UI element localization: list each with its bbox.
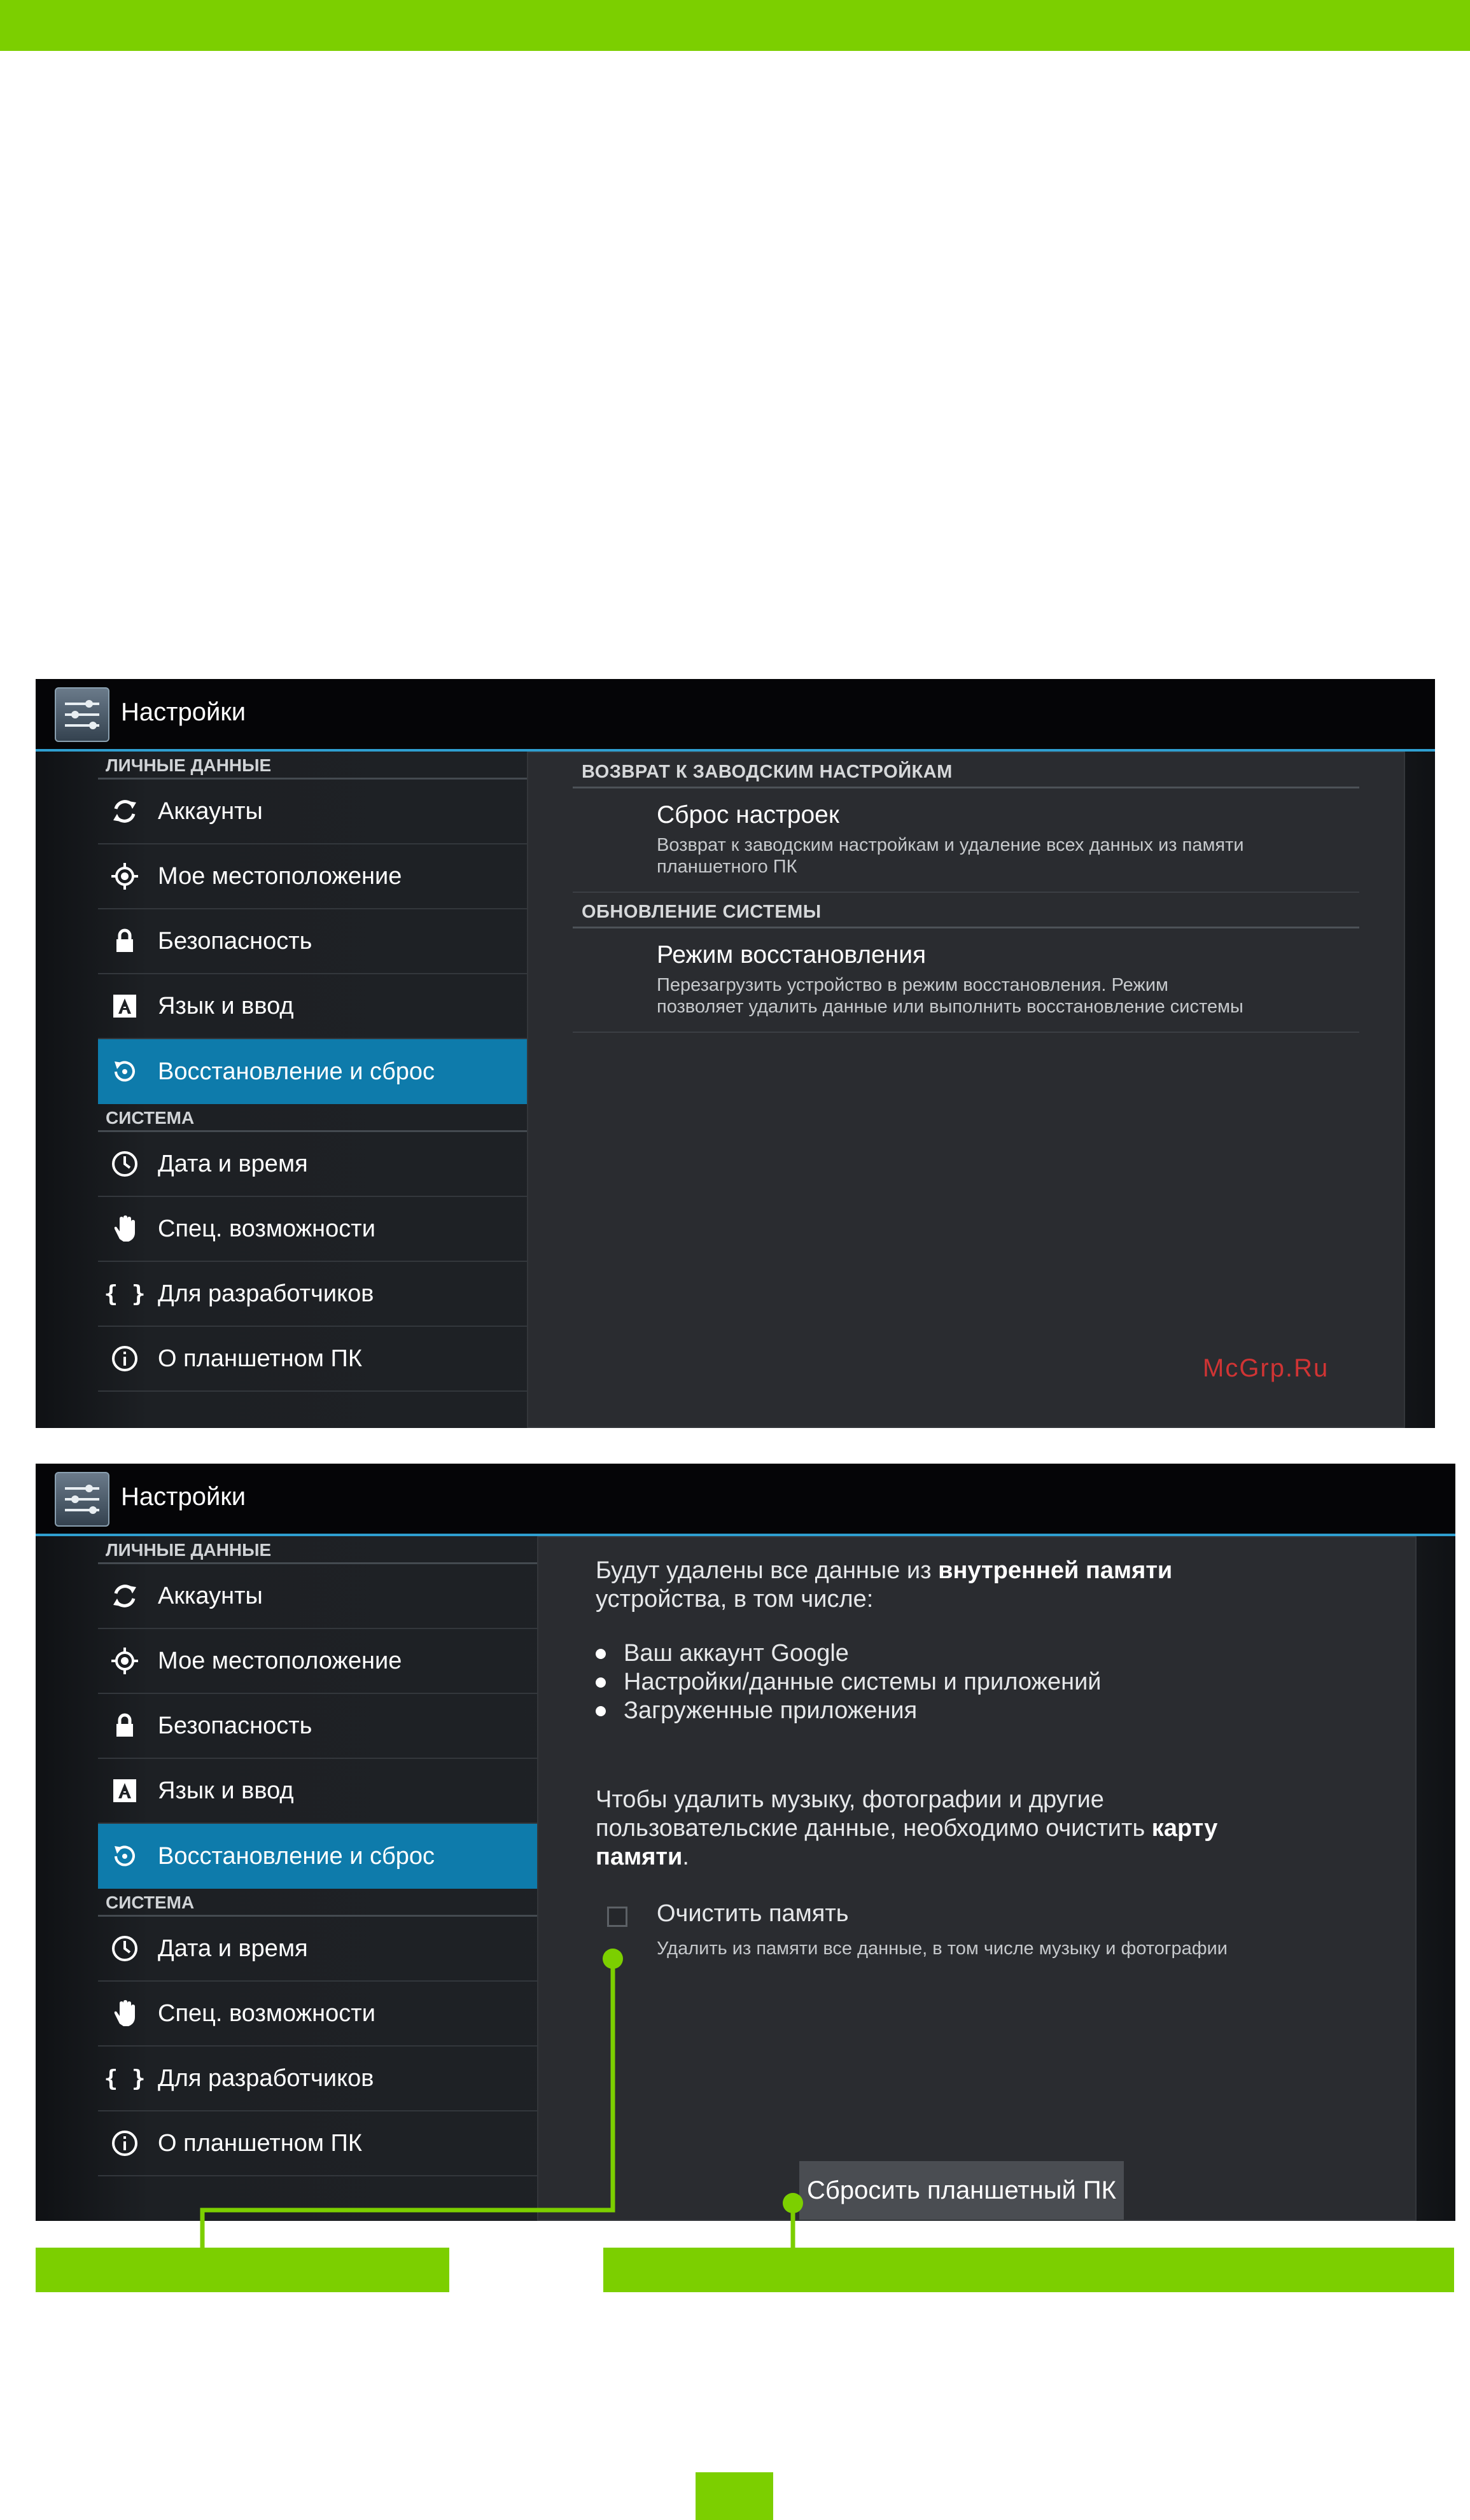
sidebar-item-label: Дата и время (158, 1935, 308, 1962)
sidebar-item-label: Спец. возможности (158, 1215, 375, 1242)
sidebar-item-date-time[interactable] (98, 1917, 569, 1982)
button-callout-label (603, 2248, 1454, 2292)
svg-text:{ }: { } (104, 2066, 146, 2092)
sidebar-item-date-time[interactable] (98, 1132, 556, 1197)
svg-text:{ }: { } (104, 1281, 146, 1307)
sidebar-item-location[interactable] (98, 1629, 569, 1694)
page-number-tab (696, 2472, 773, 2520)
sync-icon (109, 1581, 140, 1611)
list-item (596, 1697, 1102, 1725)
clock-icon (109, 1149, 140, 1179)
recovery-mode-preference[interactable] (573, 928, 1359, 1033)
warning-text: устройства, в том числе: (596, 1586, 874, 1613)
sidebar-item-about[interactable] (98, 2111, 569, 2176)
bullet-dot (596, 1649, 606, 1659)
hand-icon (109, 1214, 140, 1244)
list-item (596, 1639, 1102, 1668)
list-item-text: Настройки/данные системы и приложений (624, 1669, 1102, 1695)
sidebar-item-label: Мое местоположение (158, 862, 402, 890)
settings-app-icon[interactable] (55, 687, 109, 742)
pref-title: Режим восстановления (657, 941, 927, 969)
settings-content (36, 1536, 1455, 2221)
sidebar-item-label: Дата и время (158, 1150, 308, 1177)
sidebar-item-label: Для разработчиков (158, 2064, 374, 2092)
info-icon (109, 1343, 140, 1374)
section-header-personal: ЛИЧНЫЕ ДАННЫЕ (98, 752, 556, 780)
sidebar-item-location[interactable] (98, 844, 556, 909)
sidebar-item-label: Мое местоположение (158, 1647, 402, 1674)
keyboard-language-icon (109, 1775, 140, 1806)
checkbox-callout-label (36, 2248, 449, 2292)
settings-screenshot-reset-confirm (36, 1464, 1455, 2221)
sidebar-item-label: О планшетном ПК (158, 1345, 362, 1372)
sidebar-item-label: Аккаунты (158, 1582, 263, 1609)
location-icon (109, 1646, 140, 1676)
restore-icon (109, 1841, 140, 1872)
sidebar-item-security[interactable] (98, 1694, 569, 1759)
pref-summary-line: планшетного ПК (657, 857, 797, 877)
erase-sd-summary: Удалить из памяти все данные, в том числе музыку и фотографии (657, 1938, 1228, 1959)
location-icon (109, 861, 140, 892)
keyboard-language-icon (109, 991, 140, 1021)
sidebar-item-security[interactable] (98, 909, 556, 974)
pref-summary-line: Возврат к заводским настройкам и удаление всех данных из памяти (657, 835, 1244, 855)
warning-bold-text: внутренней памяти (938, 1557, 1173, 1584)
settings-content (36, 752, 1435, 1428)
section-header-personal: ЛИЧНЫЕ ДАННЫЕ (98, 1536, 569, 1564)
app-title: Настройки (121, 1483, 246, 1511)
clock-icon (109, 1933, 140, 1964)
sidebar-item-accessibility[interactable] (98, 1197, 556, 1262)
sidebar-item-label: Язык и ввод (158, 992, 294, 1019)
hand-icon (109, 1998, 140, 2029)
note-bold-text: памяти (596, 1844, 683, 1870)
sidebar-item-developer[interactable] (98, 2047, 569, 2111)
braces-icon (104, 2063, 146, 2094)
watermark: McGrp.Ru (1203, 1354, 1329, 1382)
category-system-update: ОБНОВЛЕНИЕ СИСТЕМЫ (573, 893, 1359, 928)
note-bold-text: карту (1151, 1815, 1218, 1842)
settings-screenshot-reset (36, 679, 1435, 1428)
note-text: Чтобы удалить музыку, фотографии и другие (596, 1786, 1104, 1813)
sidebar-item-label: Восстановление и сброс (158, 1058, 435, 1085)
list-item-text: Загруженные приложения (624, 1697, 918, 1724)
sidebar-item-backup-reset[interactable] (98, 1824, 569, 1889)
lock-icon (109, 926, 140, 956)
settings-sidebar (98, 752, 556, 1428)
sidebar-item-label: Спец. возможности (158, 1999, 375, 2027)
lock-icon (109, 1711, 140, 1741)
sidebar-item-label: Аккаунты (158, 797, 263, 825)
settings-sidebar (98, 1536, 569, 2221)
erase-sd-label[interactable]: Очистить память (657, 1900, 849, 1927)
restore-icon (109, 1056, 140, 1087)
sidebar-item-about[interactable] (98, 1327, 556, 1392)
sidebar-item-label: Язык и ввод (158, 1777, 294, 1804)
sidebar-item-language[interactable] (98, 974, 556, 1039)
erase-sd-checkbox[interactable] (607, 1907, 627, 1927)
sidebar-item-backup-reset[interactable] (98, 1039, 556, 1104)
braces-icon (104, 1278, 146, 1309)
warning-text: Будут удалены все данные из (596, 1557, 939, 1584)
sync-icon (109, 796, 140, 827)
app-title: Настройки (121, 698, 246, 726)
reset-confirm-panel (537, 1536, 1417, 2221)
settings-app-icon[interactable] (55, 1472, 109, 1527)
sidebar-item-label: Безопасность (158, 1712, 312, 1739)
list-item (596, 1668, 1102, 1697)
detail-panel (527, 752, 1405, 1428)
sidebar-item-language[interactable] (98, 1759, 569, 1824)
bullet-dot (596, 1706, 606, 1716)
section-header-system: СИСТЕМА (98, 1889, 569, 1917)
list-item-text: Ваш аккаунт Google (624, 1640, 849, 1667)
info-icon (109, 2128, 140, 2159)
pref-summary-line: Перезагрузить устройство в режим восстановления. Режим (657, 975, 1168, 995)
category-factory-reset: ВОЗВРАТ К ЗАВОДСКИМ НАСТРОЙКАМ (573, 753, 1359, 788)
reset-tablet-button[interactable]: Сбросить планшетный ПК (799, 2161, 1124, 2220)
data-list (596, 1639, 1102, 1725)
sidebar-item-label: Безопасность (158, 927, 312, 955)
sidebar-item-label: Восстановление и сброс (158, 1842, 435, 1870)
sidebar-item-label: О планшетном ПК (158, 2129, 362, 2157)
bullet-dot (596, 1677, 606, 1688)
action-bar (36, 679, 1435, 752)
top-green-banner (0, 0, 1470, 51)
sidebar-item-accounts[interactable] (98, 780, 556, 844)
sidebar-item-accessibility[interactable] (98, 1982, 569, 2047)
pref-title: Сброс настроек (657, 801, 839, 829)
note-text: пользовательские данные, необходимо очистить (596, 1815, 1152, 1842)
pref-summary-line: позволяет удалить данные или выполнить восстановление системы (657, 997, 1243, 1017)
sidebar-item-label: Для разработчиков (158, 1280, 374, 1307)
sidebar-item-developer[interactable] (98, 1262, 556, 1327)
note-text: . (682, 1844, 689, 1870)
action-bar (36, 1464, 1455, 1536)
sidebar-item-accounts[interactable] (98, 1564, 569, 1629)
sd-card-note (596, 1786, 1372, 1872)
internal-memory-warning (596, 1557, 1372, 1614)
factory-reset-preference[interactable] (573, 788, 1359, 893)
section-header-system: СИСТЕМА (98, 1104, 556, 1132)
